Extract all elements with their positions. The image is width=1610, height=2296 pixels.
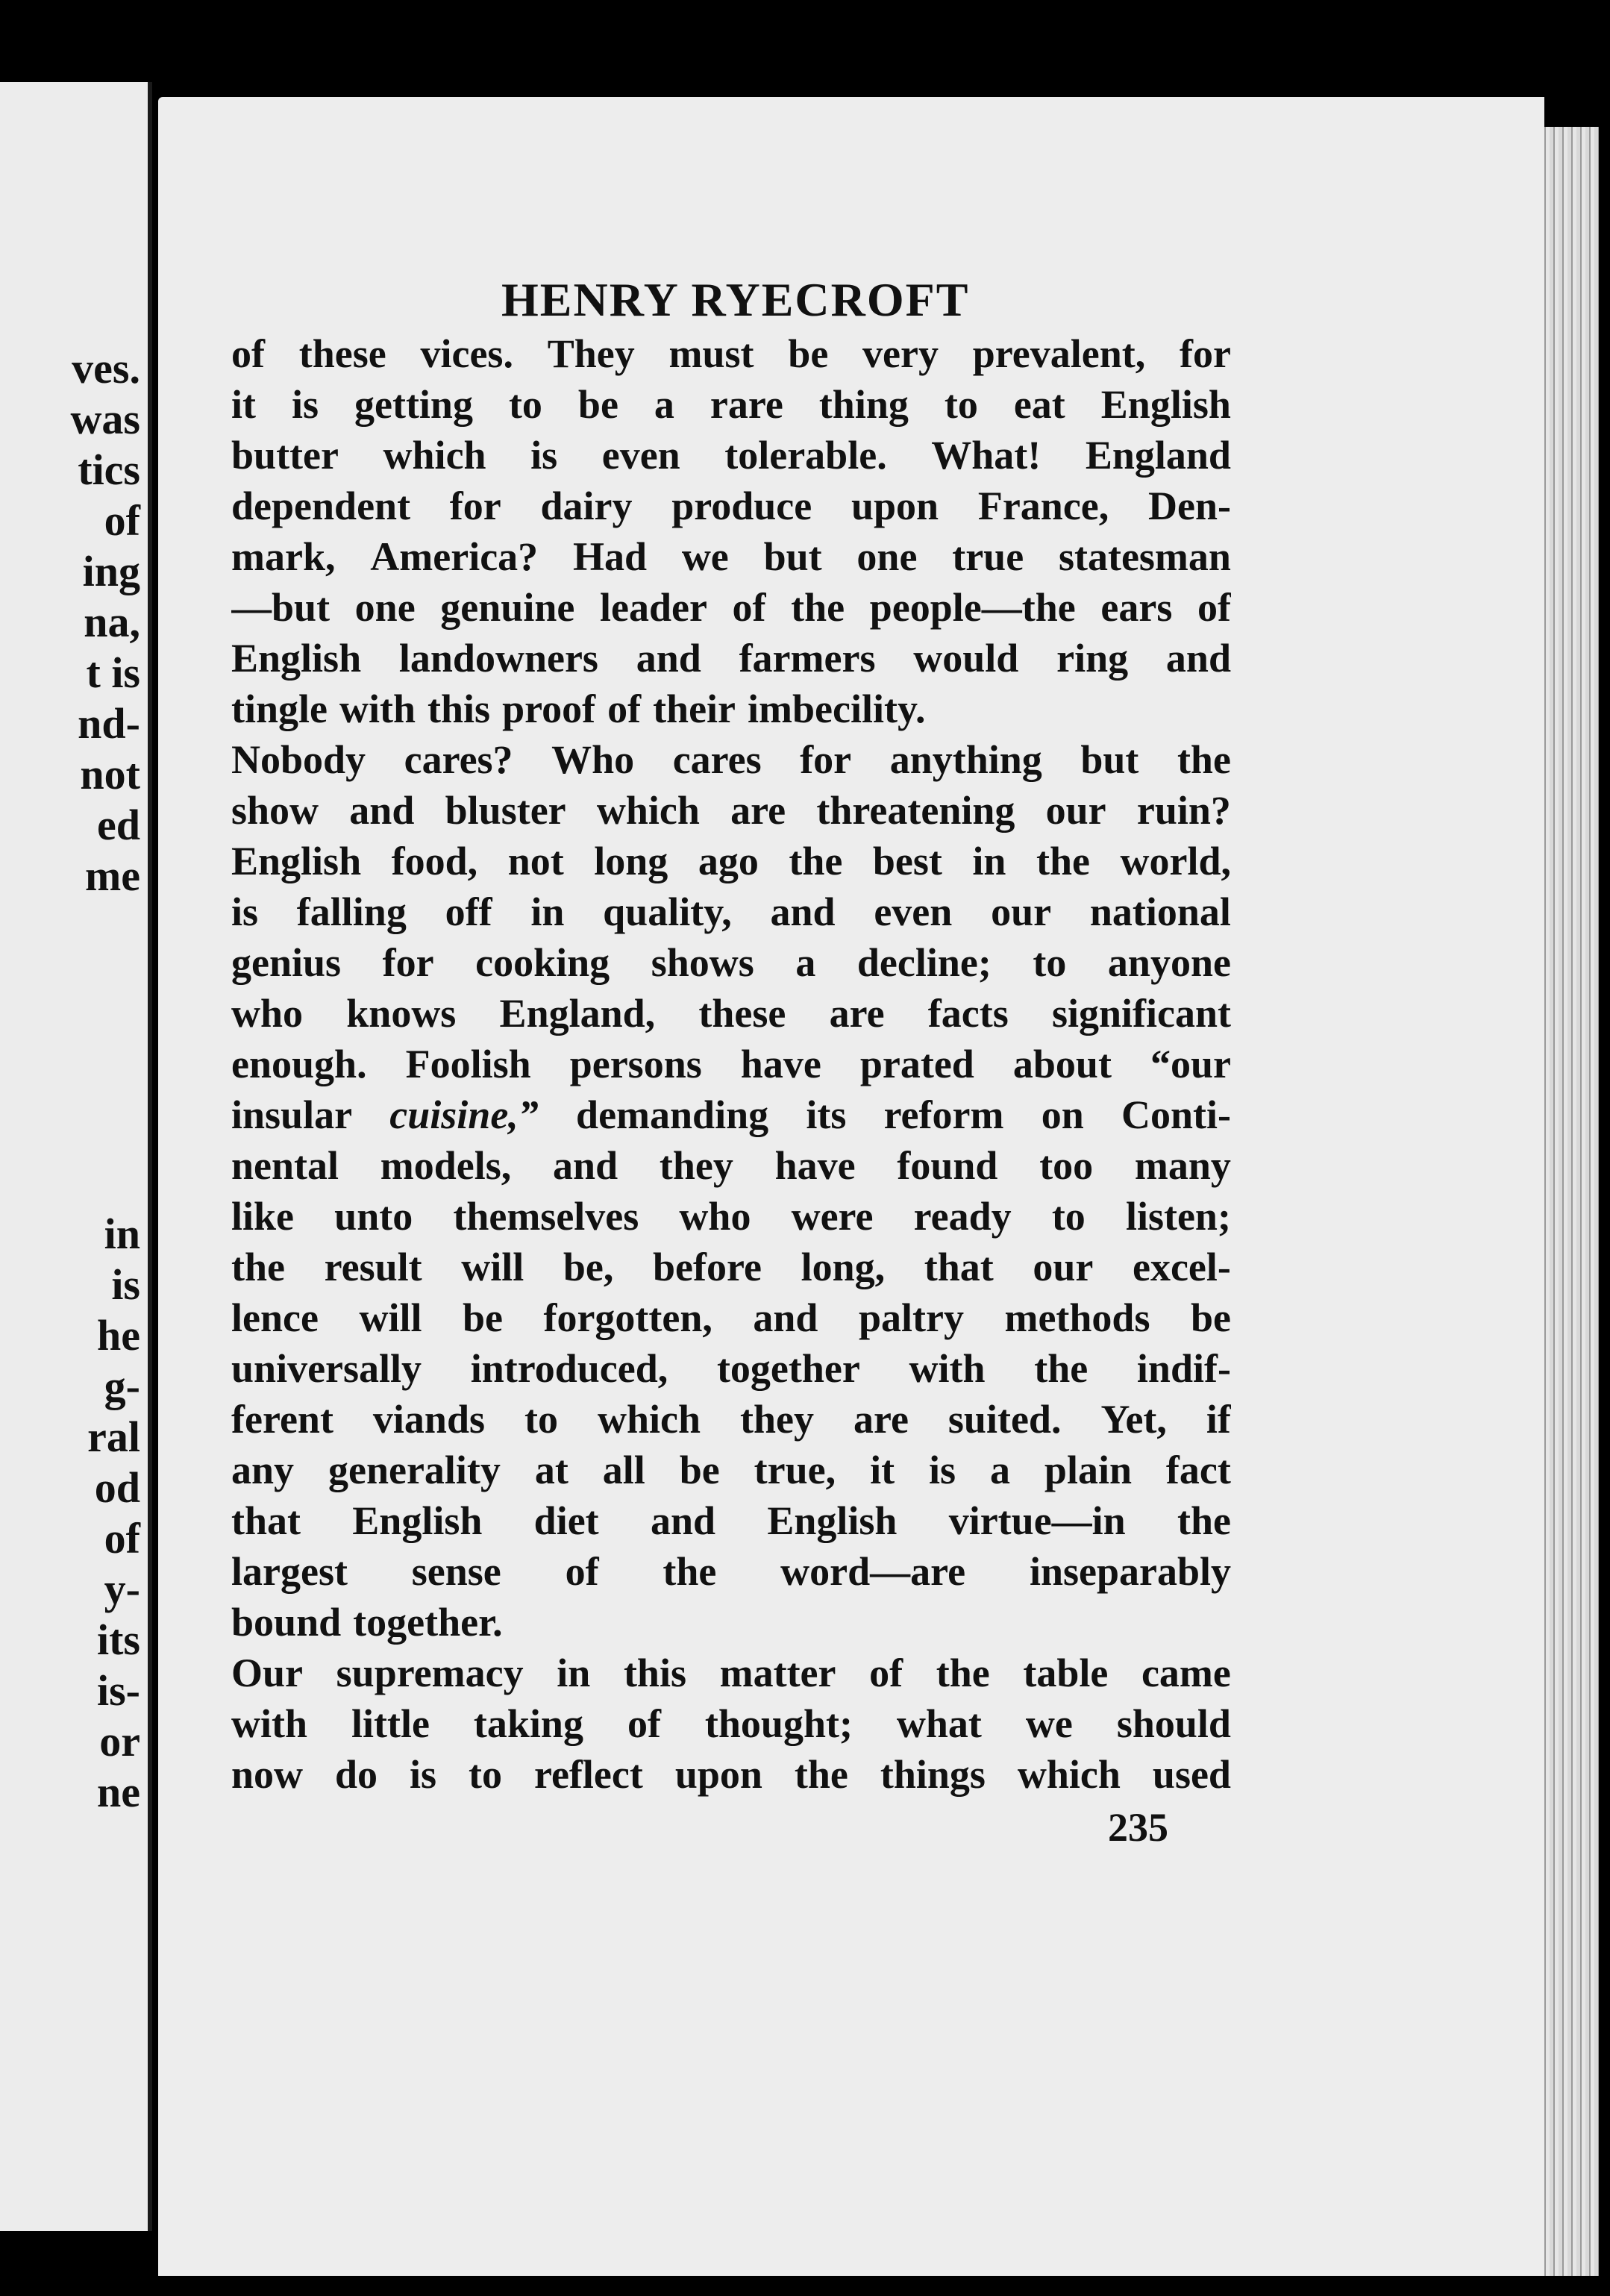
left-page-fragment: is xyxy=(111,1260,140,1309)
text-line: show and bluster which are threatening our ruin? xyxy=(231,788,1231,833)
text-line: dependent for dairy produce upon France, Den- xyxy=(231,484,1231,528)
left-page-fragment: g- xyxy=(104,1362,140,1410)
left-page-fragment: in xyxy=(104,1210,140,1258)
text-line: any generality at all be true, it is a plain fact xyxy=(231,1448,1231,1492)
running-head: HENRY RYECROFT xyxy=(501,273,970,326)
text-line: enough. Foolish persons have prated about “our xyxy=(231,1042,1231,1086)
left-page-fragment: nd- xyxy=(78,699,140,748)
left-page-fragment: its xyxy=(97,1615,140,1664)
text-line: genius for cooking shows a decline; to anyone xyxy=(231,940,1231,985)
left-page-fragment: ed xyxy=(97,801,140,849)
left-page-fragment: he xyxy=(97,1311,140,1360)
page-text xyxy=(231,328,1231,1800)
text-line: insular cuisine,” demanding its reform on Conti- xyxy=(231,1092,1231,1137)
text-line: it is getting to be a rare thing to eat English xyxy=(231,382,1231,427)
text-line: Nobody cares? Who cares for anything but the xyxy=(231,737,1231,782)
text-line: largest sense of the word—are inseparably xyxy=(231,1549,1231,1594)
text-line: the result will be, before long, that our excel- xyxy=(231,1245,1231,1289)
left-page-fragment: na, xyxy=(84,598,140,646)
left-page-fragment: ral xyxy=(87,1413,140,1461)
text-line: like unto themselves who were ready to listen; xyxy=(231,1194,1231,1239)
text-line: tingle with this proof of their imbecility. xyxy=(231,686,926,731)
previous-page xyxy=(0,82,152,2231)
left-page-fragment: t is xyxy=(86,648,140,697)
left-page-fragment: ne xyxy=(97,1768,140,1816)
text-line: ferent viands to which they are suited. Yet, if xyxy=(231,1397,1231,1442)
text-line: universally introduced, together with the indif- xyxy=(231,1346,1231,1391)
text-line: butter which is even tolerable. What! England xyxy=(231,433,1231,478)
left-page-fragment: or xyxy=(99,1717,140,1765)
left-page-fragment: y- xyxy=(104,1565,140,1613)
text-line: Our supremacy in this matter of the table came xyxy=(231,1651,1231,1695)
text-line: English landowners and farmers would ring and xyxy=(231,636,1231,681)
text-line: that English diet and English virtue—in the xyxy=(231,1498,1231,1543)
text-line: mark, America? Had we but one true statesman xyxy=(231,534,1231,579)
text-line: now do is to reflect upon the things which used xyxy=(231,1752,1231,1797)
text-line: lence will be forgotten, and paltry methods be xyxy=(231,1295,1231,1340)
left-page-fragment: me xyxy=(84,851,140,900)
text-line: English food, not long ago the best in the world, xyxy=(231,839,1231,883)
left-page-fragment: ves. xyxy=(72,344,140,392)
left-page-fragment: not xyxy=(80,750,140,798)
left-page-fragment: is- xyxy=(97,1666,140,1715)
page-number: 235 xyxy=(1108,1805,1168,1850)
text-line: with little taking of thought; what we should xyxy=(231,1701,1231,1746)
left-page-fragment: od xyxy=(94,1463,140,1512)
left-page-fragment: ing xyxy=(82,547,140,595)
text-line: is falling off in quality, and even our national xyxy=(231,889,1231,934)
text-line: bound together. xyxy=(231,1600,503,1645)
text-line: who knows England, these are facts significant xyxy=(231,991,1231,1036)
text-line: of these vices. They must be very prevalent, for xyxy=(231,331,1231,376)
left-page-fragment: of xyxy=(104,496,140,545)
left-page-fragment: tics xyxy=(78,445,140,494)
left-page-fragment: was xyxy=(70,395,140,443)
left-page-fragment: of xyxy=(104,1514,140,1563)
text-line: nental models, and they have found too many xyxy=(231,1143,1231,1188)
text-line: —but one genuine leader of the people—the ears of xyxy=(231,585,1231,630)
